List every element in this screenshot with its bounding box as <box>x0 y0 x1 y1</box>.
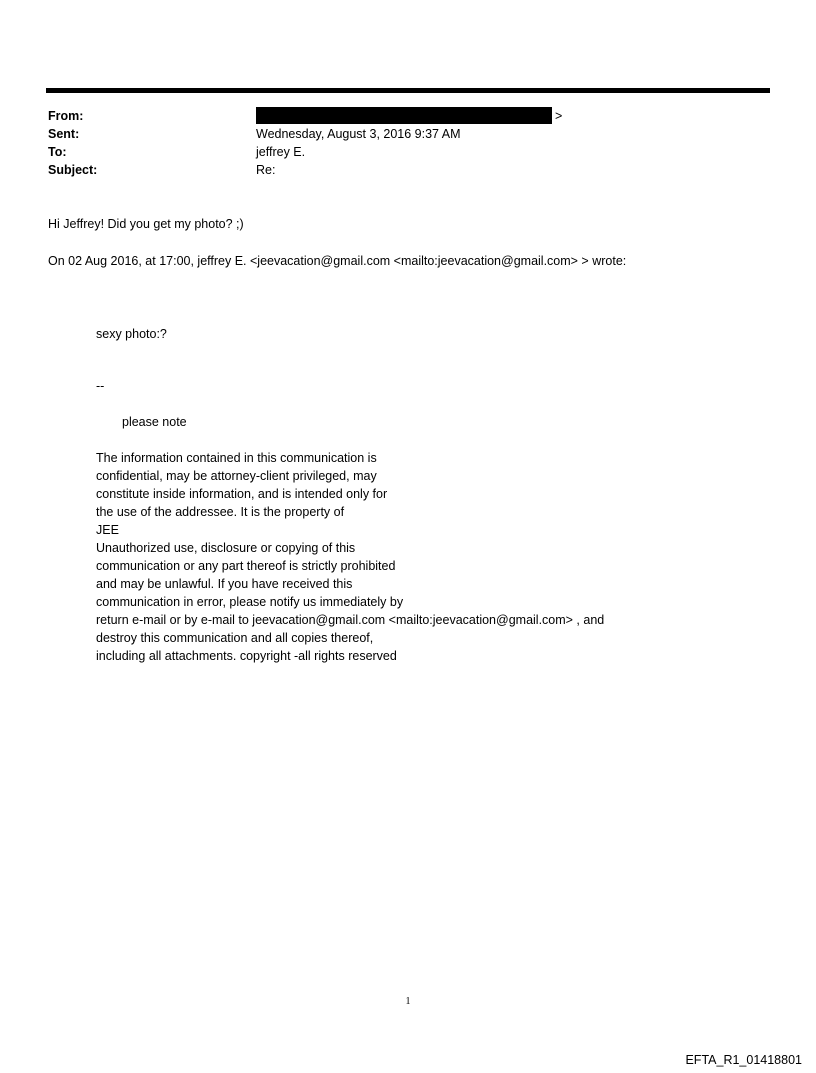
sent-label: Sent: <box>48 127 80 141</box>
from-value-tail: > <box>555 109 563 123</box>
quote-intro: On 02 Aug 2016, at 17:00, jeffrey E. <jeevacation@gmail.com <mailto:jeevacation@gmail.com> > wrote: <box>48 254 627 268</box>
please-note-text: please note <box>122 415 187 429</box>
disclaimer-line: return e-mail or by e-mail to jeevacation@gmail.com <mailto:jeevacation@gmail.com> , and <box>96 613 605 627</box>
disclaimer-line: communication or any part thereof is strictly prohibited <box>96 559 396 573</box>
disclaimer-block <box>96 449 604 665</box>
disclaimer-line: The information contained in this communication is <box>96 451 377 465</box>
disclaimer-line: including all attachments. copyright -all rights reserved <box>96 649 397 663</box>
disclaimer-line: constitute inside information, and is intended only for <box>96 487 388 501</box>
quoted-message: sexy photo:? <box>96 327 167 341</box>
redaction-bar <box>256 107 552 124</box>
signature-separator: -- <box>96 379 105 393</box>
disclaimer-line: destroy this communication and all copies thereof, <box>96 631 374 645</box>
bates-number: EFTA_R1_01418801 <box>685 1053 802 1067</box>
disclaimer-line: JEE <box>96 523 119 537</box>
sent-value: Wednesday, August 3, 2016 9:37 AM <box>256 127 461 141</box>
subject-label: Subject: <box>48 163 98 177</box>
from-label: From: <box>48 109 84 123</box>
to-value: jeffrey E. <box>256 145 306 159</box>
disclaimer-line: communication in error, please notify us immediately by <box>96 595 404 609</box>
disclaimer-line: confidential, may be attorney-client privileged, may <box>96 469 377 483</box>
disclaimer-line: and may be unlawful. If you have received this <box>96 577 353 591</box>
greeting-text: Hi Jeffrey! Did you get my photo? ;) <box>48 217 244 231</box>
page-number: 1 <box>405 996 411 1007</box>
disclaimer-line: Unauthorized use, disclosure or copying of this <box>96 541 356 555</box>
to-label: To: <box>48 145 67 159</box>
header-divider <box>46 88 770 93</box>
disclaimer-line: the use of the addressee. It is the property of <box>96 505 345 519</box>
subject-value: Re: <box>256 163 276 177</box>
